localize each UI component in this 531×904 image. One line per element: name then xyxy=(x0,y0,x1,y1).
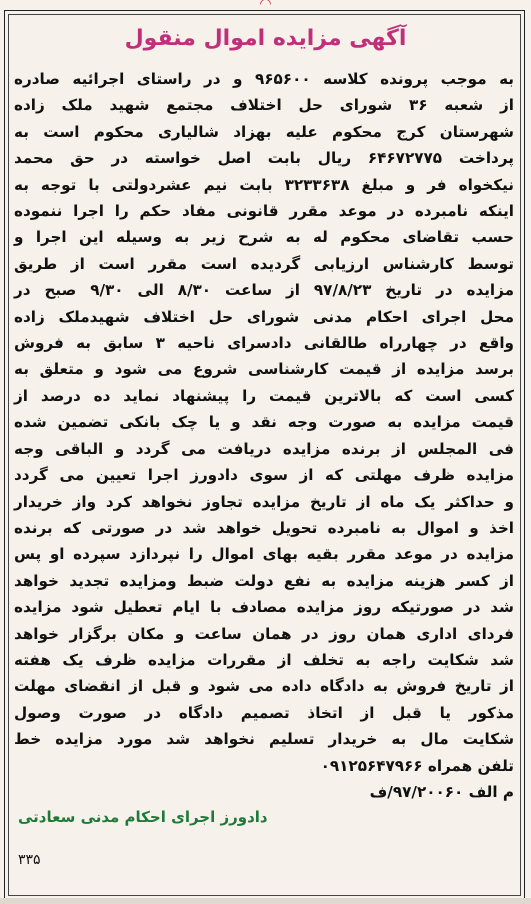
body-line-3: شهرستان کرج محکوم علیه بهزاد شالیاری محکوم است به xyxy=(14,122,514,141)
body-line-7: حسب تقاضای محکوم له به شرح زیر به وسیله این اجرا و xyxy=(14,228,514,247)
body-line-16: مزایده ظرف مهلتی که از سوی دادورز اجرا تعیین می گردد xyxy=(14,466,514,485)
body-line-22: فردای اداری همان روز در همان ساعت و مکان برگزار خواهد xyxy=(14,624,514,643)
page-number: ۳۳۵ xyxy=(18,852,41,868)
notice-body xyxy=(14,66,514,805)
body-line-phone: تلفن همراه ۰۹۱۲۵۶۴۷۹۶۶ xyxy=(320,756,514,775)
reference-number: م الف ۹۷/۲۰۰۶۰/ف xyxy=(369,782,514,801)
body-line-10: محل اجرای احکام مدنی شورای حل اختلاف شهیدملک زاده xyxy=(14,307,514,326)
body-line-6: اینکه نامبرده در موعد مقرر قانونی مفاد حکم را اجرا ننموده xyxy=(14,202,514,221)
notice-title: آگهی مزایده اموال منقول xyxy=(124,26,407,51)
body-line-21: شد در صورتیکه روز مزایده مصادف با ایام تعطیل شود مزایده xyxy=(14,598,514,617)
body-line-11: واقع در چهارراه طالقانی دادسرای ناحیه ۳ سابق به فروش xyxy=(14,334,514,353)
bottom-edge xyxy=(0,898,531,904)
body-line-2: از شعبه ۳۶ شورای حل اختلاف مجتمع شهید ملک زاده xyxy=(14,96,514,115)
body-line-15: فی المجلس از برنده مزایده دریافت می گردد و الباقی وجه xyxy=(14,439,514,458)
body-line-5: نیکخواه فر و مبلغ ۳۲۳۳۶۳۸ بابت نیم عشردولتی با توجه به xyxy=(14,175,514,194)
body-line-19: مزایده در موعد مقرر بقیه بهای اموال را نپردازد سپرده او پس xyxy=(14,545,514,564)
body-line-18: اخذ و اموال به نامبرده تحویل خواهد شد در صورتی که برنده xyxy=(14,518,514,537)
body-line-1: به موجب پرونده کلاسه ۹۶۵۶۰۰ و در راستای اجرائیه صادره xyxy=(14,70,515,88)
body-line-25: مذکور یا قبل از اتخاذ تصمیم دادگاه در صورت وصول xyxy=(14,703,514,722)
body-line-9: مزایده در تاریخ ۹۷/۸/۲۳ از ساعت ۸/۳۰ الی ۹/۳۰ صبح در xyxy=(14,281,514,300)
body-line-8: توسط کارشناس ارزیابی گردیده است مقرر است از طریق xyxy=(14,254,514,273)
top-red-mark: ◠ xyxy=(259,0,272,10)
body-line-17: و حداکثر یک ماه از تاریخ مزایده تجاوز نخواهد کرد واز خریدار xyxy=(14,492,514,511)
body-line-23: شد شکایت راجه به تخلف از مقررات مزایده ظرف یک هفته xyxy=(14,650,514,669)
body-line-24: از تاریخ فروش به دادگاه داده می شود و قبل از انقضای مهلت xyxy=(14,677,514,696)
body-line-12: برسد مزایده از قیمت کارشناسی شروع می شود و متعلق به xyxy=(14,360,514,379)
body-line-4: پرداخت ۶۴۶۷۲۷۷۵ ریال بابت اصل خواسته در حق محمد xyxy=(14,149,514,168)
official-signature: دادورز اجرای احکام مدنی سعادتی xyxy=(18,808,268,826)
body-line-14: قیمت مزایده به صورت وجه نقد و یا چک بانکی تضمین شده xyxy=(14,413,514,432)
body-line-26: شکایت مال به خریدار تسلیم نخواهد شد مورد مزایده خط xyxy=(14,730,514,749)
body-line-13: کسی است که بالاترین قیمت را پیشنهاد نماید ده درصد از xyxy=(14,386,514,405)
body-line-20: از کسر هزینه مزایده به نفع دولت ضبط ومزایده تجدید خواهد xyxy=(14,571,514,590)
